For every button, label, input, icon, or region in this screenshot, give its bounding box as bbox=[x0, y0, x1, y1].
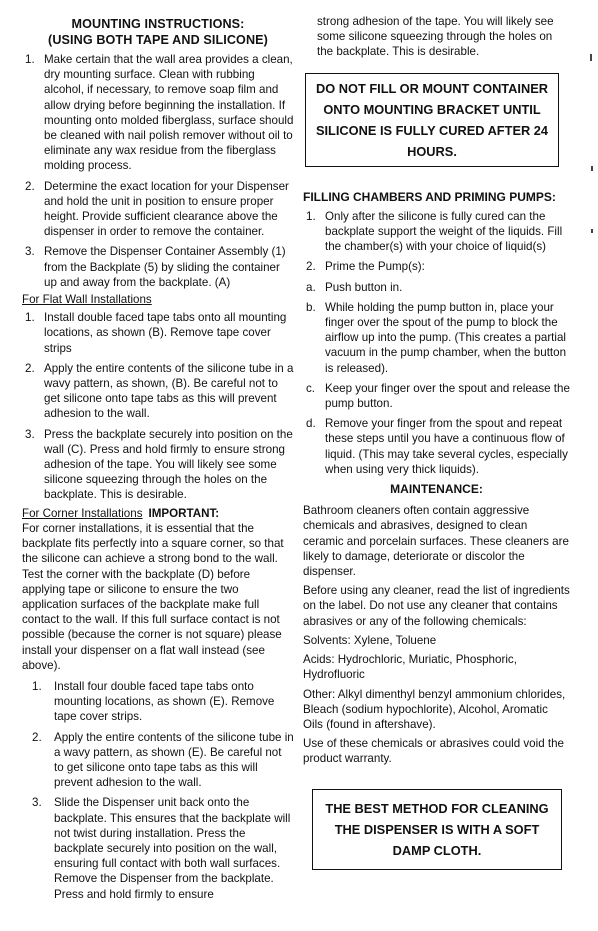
maintenance-heading: MAINTENANCE: bbox=[390, 482, 483, 497]
warranty-note: Use of these chemicals or abrasives could void the product warranty. bbox=[303, 737, 564, 766]
list-item: 1. Make certain that the wall area provides a clean, dry mounting surface. Clean with rubbing alcohol, if necessary, to remove soap film and allow drying before beginning the installation. If mounting onto molded fiberglass, surface should be cleaned with nail polish remover without oil to eliminate any wax residue from the fiberglass molding process. bbox=[25, 53, 294, 173]
important-label: IMPORTANT: bbox=[148, 506, 220, 520]
mounting-subtitle: (USING BOTH TAPE AND SILICONE) bbox=[48, 33, 268, 47]
scan-mark bbox=[590, 54, 592, 61]
continued-text: strong adhesion of the tape. You will likely see some silicone squeezing through the holes on the backplate. This is desirable. bbox=[317, 15, 554, 59]
mounting-title: MOUNTING INSTRUCTIONS: bbox=[71, 17, 245, 31]
flat-wall-heading: For Flat Wall Installations bbox=[22, 293, 152, 307]
list-item: 2. Prime the Pump(s): bbox=[306, 260, 425, 274]
filling-steps bbox=[303, 209, 570, 477]
maintenance-paragraph-1: Bathroom cleaners often contain aggressive chemicals and abrasives, designed to clean ceramic and porcelain surfaces. These cleaners are likely to damage, deteriorate or discolor the dispenser. bbox=[303, 504, 569, 579]
list-item: 2. Apply the entire contents of the silicone tube in a wavy pattern, as shown (E). Be careful not to get silicone onto tape tabs as this will prevent adhesion to the wall. bbox=[32, 730, 294, 790]
list-item: 1. Install four double faced tape tabs onto mounting locations, as shown (E). Remove tape cover strips. bbox=[32, 679, 275, 724]
other-chemicals: Other: Alkyl dimenthyl benzyl ammonium chlorides, Bleach (sodium hypochlorite), Alcohol, Aromatic Oils (found in aftershave). bbox=[303, 687, 566, 731]
list-item: d. Remove your finger from the spout and repeat these steps until you have a continuous flow of liquid. (This may take several cycles, especially when using very thick liquids). bbox=[306, 417, 568, 476]
left-column bbox=[22, 0, 294, 907]
list-item: c. Keep your finger over the spout and release the pump button. bbox=[306, 381, 570, 411]
list-item: 2. Determine the exact location for your Dispenser and hold the unit in position to ensure proper height. Provide sufficient clearance above the dispenser in order to remove the container. bbox=[25, 179, 289, 239]
maintenance-paragraph-2: Before using any cleaner, read the list of ingredients on the label. Do not use any cleaner that contains abrasives or any of the following chemicals: bbox=[303, 584, 570, 628]
list-item: 1. Only after the silicone is fully cured can the backplate support the weight of the liquids. Fill the chamber(s) with your choice of liquid(s) bbox=[306, 209, 563, 254]
warning-box: DO NOT FILL OR MOUNT CONTAINER ONTO MOUNTING BRACKET UNTIL SILICONE IS FULLY CURED AFTER 24 HOURS. bbox=[305, 73, 559, 167]
best-method-box: THE BEST METHOD FOR CLEANING THE DISPENSER IS WITH A SOFT DAMP CLOTH. bbox=[312, 789, 562, 870]
list-item: 2. Apply the entire contents of the silicone tube in a wavy pattern, as shown, (B). Be careful not to get silicone onto tape tabs as this will prevent adhesion to the wall. bbox=[25, 361, 294, 421]
filling-heading: FILLING CHAMBERS AND PRIMING PUMPS: bbox=[303, 189, 556, 204]
corner-intro: For corner installations, it is essential that the backplate fits perfectly into a square corner, so that the silicone can achieve a strong bond to the wall. Test the corner with the backplate (D) before applying tape or silicone to ensure the two application surfaces of the backplate make full contact to the wall. If this full surface contact is not possible (because the corner is not square) please install your dispenser on a flat wall instead (see above). bbox=[22, 521, 284, 672]
list-item: 3. Press the backplate securely into position on the wall (C). Press and hold firmly to ensure strong adhesion of the tape. You will likely see some silicone squeezing through the holes on the backplate. This is desirable. bbox=[25, 427, 293, 502]
solvents-line: Solvents: Xylene, Toluene bbox=[303, 633, 437, 647]
list-item: a. Push button in. bbox=[306, 280, 403, 294]
scan-mark bbox=[591, 166, 593, 171]
list-item: 3. Remove the Dispenser Container Assembly (1) from the Backplate (5) by sliding the container up and away from the backplate. (A) bbox=[25, 245, 286, 289]
list-item: 3. Slide the Dispenser unit back onto the backplate. This ensures that the backplate will not twist during installation. Press the backplate securely into position on the wall, ensuring full contact with both wall surfaces. Remove the Dispenser from the backplate. Press and hold firmly to ensure bbox=[32, 796, 291, 901]
list-item: b. While holding the pump button in, place your finger over the spout of the pump to block the airflow up into the pump. (This creates a partial vacuum in the pump chamber, when the button is released). bbox=[306, 300, 567, 375]
acids-line: Acids: Hydrochloric, Muriatic, Phosphoric, Hydrofluoric bbox=[303, 653, 517, 682]
corner-heading: For Corner Installations bbox=[22, 506, 143, 520]
mounting-steps bbox=[22, 52, 294, 290]
right-column bbox=[303, 0, 570, 870]
corner-heading-row bbox=[22, 506, 294, 521]
flat-wall-steps bbox=[22, 310, 294, 502]
corner-steps bbox=[22, 679, 294, 902]
scan-mark bbox=[591, 229, 593, 233]
list-item: 1. Install double faced tape tabs onto all mounting locations, as shown (B). Remove tape cover strips bbox=[25, 311, 287, 355]
